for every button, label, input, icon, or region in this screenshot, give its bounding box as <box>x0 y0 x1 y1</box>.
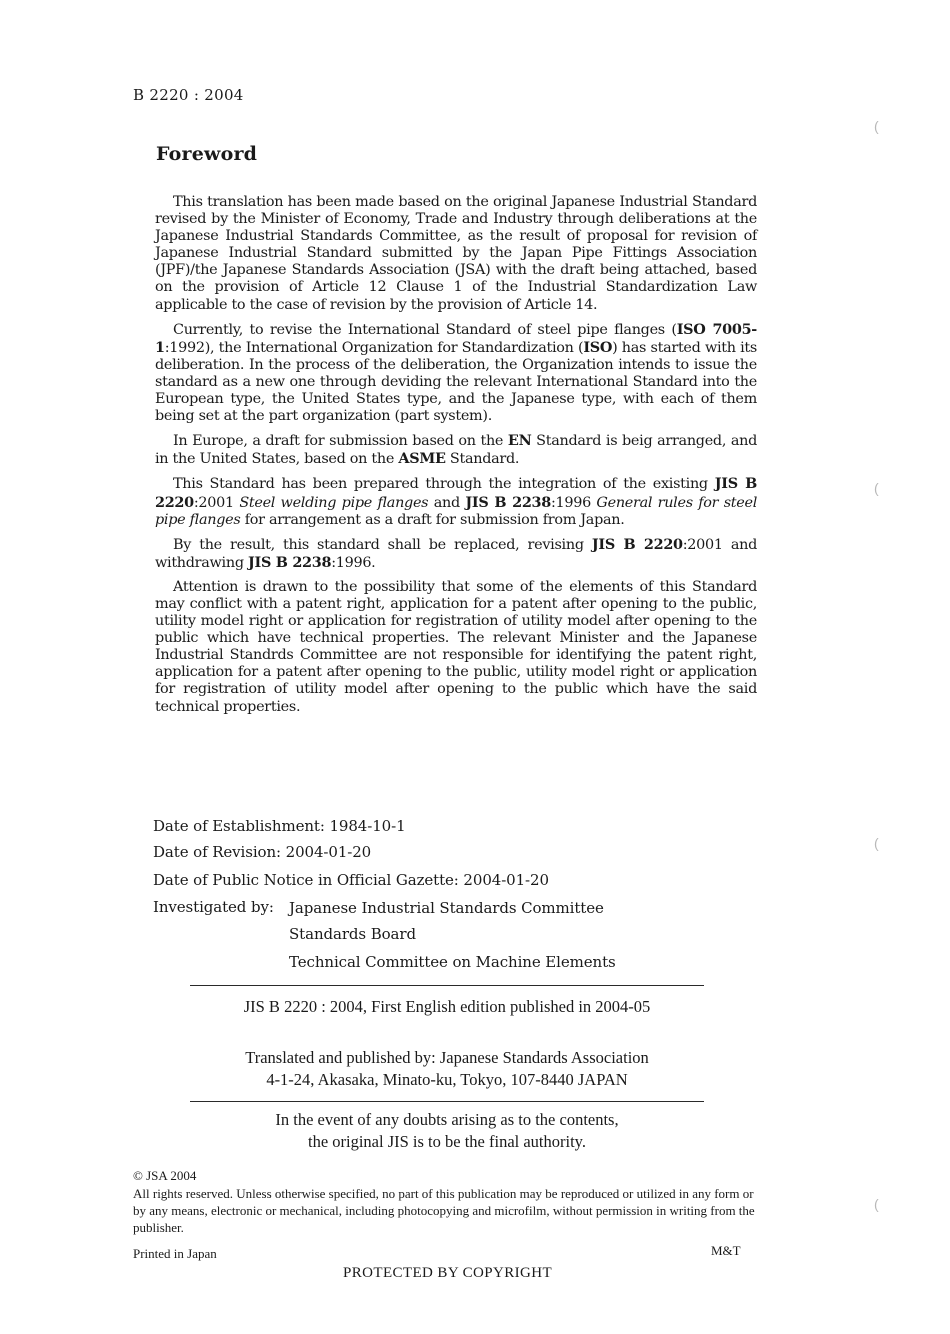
divider-top <box>190 985 704 986</box>
publisher-line-2: 4-1-24, Akasaka, Minato-ku, Tokyo, 107-8440 JAPAN <box>266 1070 628 1089</box>
copyright-owner: © JSA 2004 <box>133 1168 197 1183</box>
paragraph-3: In Europe, a draft for submission based on the EN Standard is beig arranged, and in the United States, based on the ASME Standard. <box>155 432 758 468</box>
paragraph-5: By the result, this standard shall be replaced, revising JIS B 2220:2001 and withdrawing JIS B 2238:1996. <box>155 535 758 571</box>
investigated-by-label: Investigated by: <box>153 898 274 916</box>
authority-line-1: In the event of any doubts arising as to the contents, <box>275 1110 619 1129</box>
paragraph-1: This translation has been made based on the original Japanese Industrial Standard revised by the Minister of Economy, Trade and Industry through deliberations at the Japanese Industrial Standards Committee, as the result of proposal for revision of Japanese Industrial Standard submitted by the Japan Pipe Fittings Association (JPF)/the Japanese Standards Association (JSA) with the draft being attached, based on the provision of Article 12 Clause 1 of the Industrial Standardization Law applicable to the case of revision by the provision of Article 14. <box>155 194 757 313</box>
publisher-line-1: Translated and published by: Japanese Standards Association <box>245 1048 649 1067</box>
scan-mark: ( <box>874 118 879 134</box>
edition-line: JIS B 2220 : 2004, First English edition published in 2004-05 <box>243 997 651 1016</box>
copyright-rights: All rights reserved. Unless otherwise specified, no part of this publication may be reproduced or utilized in any form or by any means, electronic or mechanical, including photocopying and microfilm, without permission in writing from the publisher. <box>133 1186 755 1235</box>
printed-in: Printed in Japan <box>133 1246 217 1261</box>
date-of-revision: Date of Revision: 2004-01-20 <box>153 843 372 861</box>
investigator-2: Standards Board <box>289 925 416 943</box>
date-of-establishment: Date of Establishment: 1984-10-1 <box>153 817 406 835</box>
scan-mark: ( <box>874 835 879 851</box>
investigator-1: Japanese Industrial Standards Committee <box>289 899 604 917</box>
paragraph-4: This Standard has been prepared through the integration of the existing JIS B 2220:2001 Steel welding pipe flanges and JIS B 2238:1996 General rules for steel pipe flanges for arrangement as a draft for submission from Japan. <box>155 475 758 528</box>
scan-mark: ( <box>874 480 879 496</box>
paragraph-2: Currently, to revise the International Standard of steel pipe flanges (ISO 7005-1:1992), the International Organization for Standardization (ISO) has started with its deliberation. In the process of the deliberation, the Organization intends to issue the standard as a new one through deviding the relevant International Standard into the European type, the United States type, and the Japanese type, with each of them being set at the part organization (part system). <box>155 320 757 425</box>
paragraph-6: Attention is drawn to the possibility that some of the elements of this Standard may conflict with a patent right, application for a patent after opening to the public, utility model right or application for registration of utility model after opening to the public which have technical properties. The relevant Minister and the Japanese Industrial Standrds Committee are not responsible for identifying the patent right, application for a patent after opening to the public, utility model right or application for registration of utility model after opening to the public which have the said technical properties. <box>155 578 757 715</box>
date-of-public-notice: Date of Public Notice in Official Gazette: 2004-01-20 <box>153 871 549 889</box>
footer-code: M&T <box>711 1243 741 1258</box>
page-code: B 2220 : 2004 <box>133 86 244 104</box>
protected-notice: PROTECTED BY COPYRIGHT <box>343 1265 553 1281</box>
investigator-3: Technical Committee on Machine Elements <box>289 953 616 971</box>
scan-mark: ( <box>874 1196 879 1212</box>
foreword-body <box>155 194 757 723</box>
authority-line-2: the original JIS is to be the final authority. <box>307 1132 586 1151</box>
divider-bottom <box>190 1101 704 1102</box>
section-title: Foreword <box>156 143 258 165</box>
